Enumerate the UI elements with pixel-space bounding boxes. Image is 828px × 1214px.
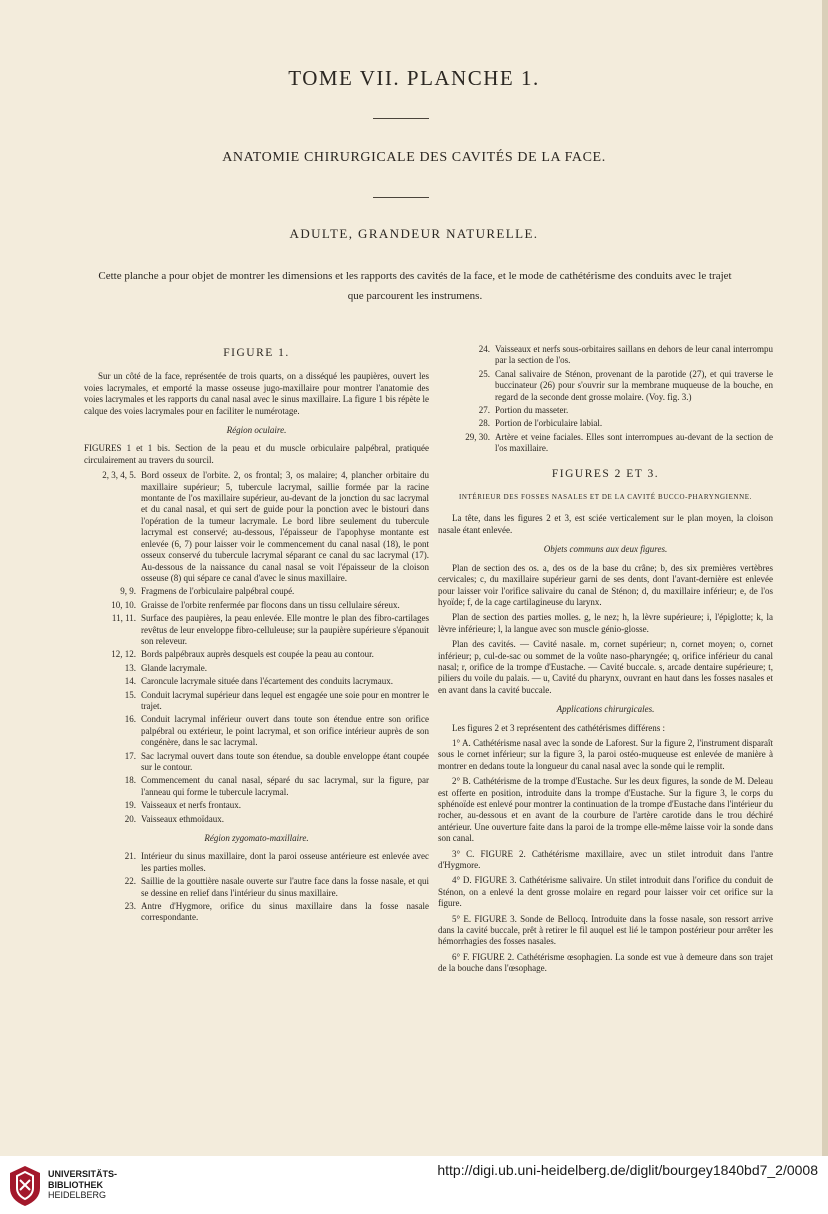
figure-1-heading: FIGURE 1. [223, 347, 290, 359]
legend-number: 11, 11. [111, 613, 136, 624]
legend-item [438, 418, 773, 429]
legend-number: 19. [124, 800, 136, 811]
legend-number: 29, 30. [465, 431, 490, 442]
source-url-link[interactable]: http://digi.ub.uni-heidelberg.de/diglit/bourgey1840bd7_2/0008 [437, 1162, 818, 1178]
library-name-line: BIBLIOTHEK [48, 1179, 103, 1190]
library-name-line: UNIVERSITÄTS- [48, 1169, 118, 1179]
legend-number: 14. [124, 676, 136, 687]
legend-number: 2, 3, 4, 5. [102, 470, 136, 481]
legend-list [84, 470, 429, 825]
legend-text: Bord osseux de l'orbite. 2, os frontal; 3, os malaire; 4, plancher orbitaire du maxillaire supérieur; 5, tubercule lacrymal, saillie formée par la racine montante de l'os maxillaire supérieur, au-devant de la jonction du sac lacrymal et du canal nasal, et qui sert de guide pour la ponction avec le bistouri dans l'opération de la tumeur lacrymale. Le bord libre seulement du tubercule lacrymal est conservé; au-dessous, l'épaisseur de l'apophyse montante est enlevée (6, 7) pour laisser voir le commencement du canal nasal (18), le pont osseux conservé du tubercule lacrymal séparant ce canal du sac lacrymal (17). Au-dessous de la naissance du canal nasal se voit l'épaisseur de la cloison osseuse (8) qui sépare ce canal d'avec le sinus maxillaire. [141, 470, 429, 583]
divider-rule [373, 118, 429, 119]
figure-1-description: Sur un côté de la face, représentée de trois quarts, on a disséqué les paupières, ouvert les voies lacrymales, et emporté la masse osseuse jugo-maxillaire pour montrer l'anatomie des voies lacrymales et les rapports du canal nasal avec le sinus maxillaire. La figure 1 bis répète le calque des voies lacrymales pour en faciliter le numérotage. [84, 371, 429, 416]
legend-item [438, 432, 773, 455]
legend-item [84, 876, 429, 899]
legend-number: 15. [124, 689, 136, 700]
legend-text: Conduit lacrymal inférieur ouvert dans toute son étendue entre son orifice palpébral ou extérieur, le point lacrymal, et son orifice intérieur auprès de son congénère, dans le sac lacrymal. [141, 714, 429, 748]
paragraph: 3° C. FIGURE 2. Cathétérisme maxillaire, avec un stilet introduit dans l'antre d'Hygmore. [438, 848, 773, 871]
legend-number: 23. [124, 901, 136, 912]
legend-number: 21. [124, 851, 136, 862]
legend-text: Surface des paupières, la peau enlevée. Elle montre le plan des fibro-cartilages revêtus de leur enveloppe fibro-celluleuse; sur la paupière supérieure s'épanouit son releveur. [141, 613, 429, 646]
legend-number: 16. [124, 714, 136, 725]
page-title: TOME VII. PLANCHE 1. [288, 66, 540, 90]
paragraph: 6° F. FIGURE 2. Cathétérisme œsophagien. La sonde est vue à demeure dans son trajet de la bouche dans l'œsophage. [438, 951, 773, 974]
intro-paragraph: Cette planche a pour objet de montrer les dimensions et les rapports des cavités de la face, et le mode de cathétérisme des conduits avec le trajet que parcourent les instrumens. [98, 270, 732, 302]
legend-item [84, 751, 429, 774]
library-name-line: HEIDELBERG [48, 1190, 107, 1200]
legend-item [84, 851, 429, 874]
legend-number: 12, 12. [111, 649, 136, 660]
legend-text: Vaisseaux et nerfs frontaux. [141, 800, 241, 811]
legend-number: 27. [478, 405, 490, 416]
legend-item [84, 600, 429, 611]
legend-text: Antre d'Hygmore, orifice du sinus maxillaire dans la fosse nasale correspondante. [141, 901, 429, 923]
legend-text: Canal salivaire de Sténon, provenant de la parotide (27), et qui traverse le buccinateur (26) pour s'ouvrir sur la membrane muqueuse de la bouche, en regard de la seconde dent grosse molaire. (Voy. fig. 3.) [495, 368, 773, 402]
paragraph: 2° B. Cathétérisme de la trompe d'Eustache. Sur les deux figures, la sonde de M. Deleau est offerte en position, introduite dans la trompe d'Eustache. Sur la figure 3, le corps du sphénoïde est enlevé pour montrer la continuation de la trompe d'Eustache dans l'intérieur du rocher, au-dessous et en avant de la courbure de l'artère carotide dans le trou déchiré antérieur. Une ouverture faite dans la paroi de la trompe elle-même laisse voir la sonde dans son canal. [438, 776, 773, 844]
legend-number: 9, 9. [120, 586, 136, 597]
legend-text: Glande lacrymale. [141, 662, 207, 673]
legend-text: Sac lacrymal ouvert dans toute son étendue, sa double enveloppe étant coupée sur le contour. [141, 750, 429, 772]
legend-item [84, 775, 429, 798]
legend-number: 22. [124, 876, 136, 887]
paragraph: 4° D. FIGURE 3. Cathétérisme salivaire. Un stilet introduit dans l'orifice du conduit de Sténon, on a enlevé la dent grosse molaire en regard pour laisser voir cet orifice sur la figure. [438, 875, 773, 909]
paragraph: 5° E. FIGURE 3. Sonde de Bellocq. Introduite dans la fosse nasale, son ressort arrive dans la cavité buccale, prêt à retirer le fil auquel est lié le tampon postérieur pour arrêter les hémorrhagies des fosses nasales. [438, 913, 773, 947]
legend-item [84, 470, 429, 584]
legend-list [438, 344, 773, 455]
figures-1-bis-text: FIGURES 1 et 1 bis. Section de la peau et du muscle orbiculaire palpébral, pratiquée circulairement au travers du sourcil. [84, 443, 429, 465]
legend-number: 20. [124, 813, 136, 824]
legend-item [438, 405, 773, 416]
legend-text: Artère et veine faciales. Elles sont interrompues au-devant de la section de l'os maxillaire. [495, 431, 773, 454]
divider-rule [373, 197, 429, 198]
legend-item [84, 676, 429, 687]
legend-number: 13. [124, 662, 136, 673]
legend-list [84, 851, 429, 923]
legend-text: Intérieur du sinus maxillaire, dont la paroi osseuse antérieure est enlevée avec les parties molles. [141, 851, 429, 873]
university-seal-icon[interactable] [8, 1164, 42, 1208]
legend-item [84, 901, 429, 924]
legend-item [438, 369, 773, 403]
legend-item [84, 663, 429, 674]
legend-text: Portion du masseter. [495, 405, 569, 416]
legend-item [84, 586, 429, 597]
legend-item [84, 714, 429, 748]
section-heading: Objets communs aux deux figures. [543, 544, 668, 555]
right-column [438, 344, 773, 979]
legend-text: Caroncule lacrymale située dans l'écartement des conduits lacrymaux. [141, 676, 394, 687]
legend-number: 25. [478, 368, 490, 379]
legend-text: Vaisseaux et nerfs sous-orbitaires saillans en dehors de leur canal interrompu par la section de l'os. [495, 344, 773, 366]
figures-2-3-subheading: INTÉRIEUR DES FOSSES NASALES ET DE LA CAVITÉ BUCCO-PHARYNGIENNE. [458, 493, 753, 502]
legend-text: Conduit lacrymal supérieur dans lequel est engagée une soie pour en montrer le trajet. [141, 689, 429, 711]
paragraph: Plan des cavités. — Cavité nasale. m, cornet supérieur; n, cornet moyen; o, cornet inférieur; p, cul-de-sac ou sommet de la voûte naso-pharyngée; q, orifice inférieur du canal nasal; r, orifice de la trompe d'Eustache. — Cavité buccale. s, arcade dentaire supérieure; t, piliers du voile du palais. — u, Cavité du pharynx, ouvrant en haut dans les fosses nasales et en avant dans la cavité buccale. [438, 639, 773, 695]
legend-text: Fragmens de l'orbiculaire palpébral coupé. [141, 586, 295, 597]
legend-text: Graisse de l'orbite renfermée par flocons dans un tissu cellulaire séreux. [141, 599, 400, 610]
paragraph: Plan de section des parties molles. g, le nez; h, la lèvre supérieure; i, l'épiglotte; k, la lèvre inférieure; l, la langue avec son muscle génio-glosse. [438, 612, 773, 634]
region-heading: Région zygomato-maxillaire. [204, 833, 309, 844]
figures-2-3-heading: FIGURES 2 ET 3. [551, 467, 660, 480]
library-name[interactable] [48, 1169, 117, 1201]
legend-item [84, 690, 429, 713]
section-heading: Applications chirurgicales. [556, 704, 655, 715]
left-column [84, 344, 429, 926]
legend-item [84, 814, 429, 825]
legend-text: Vaisseaux ethmoïdaux. [141, 813, 224, 824]
legend-number: 24. [478, 344, 490, 354]
legend-number: 18. [124, 775, 136, 786]
section-title: ANATOMIE CHIRURGICALE DES CAVITÉS DE LA FACE. [222, 150, 606, 165]
legend-item [84, 613, 429, 647]
legend-number: 28. [478, 418, 490, 429]
paragraph: La tête, dans les figures 2 et 3, est sciée verticalement sur le plan moyen, la cloison nasale étant enlevée. [438, 513, 773, 535]
subtitle: ADULTE, GRANDEUR NATURELLE. [289, 226, 539, 241]
legend-text: Bords palpébraux auprès desquels est coupée la peau au contour. [141, 649, 374, 660]
legend-item [84, 800, 429, 811]
legend-text: Saillie de la gouttière nasale ouverte sur l'autre face dans la fosse nasale, et qui se dessine en relief dans l'intérieur du sinus maxillaire. [141, 876, 429, 898]
legend-text: Commencement du canal nasal, séparé du sac lacrymal, sur la figure, par l'anneau qui forme le tubercule lacrymal. [141, 775, 429, 797]
legend-number: 17. [124, 750, 136, 761]
legend-item [438, 344, 773, 367]
legend-item [84, 649, 429, 660]
paragraph: Les figures 2 et 3 représentent des cathétérismes différens : [452, 722, 666, 733]
legend-text: Portion de l'orbiculaire labial. [495, 418, 603, 429]
paragraph: 1° A. Cathétérisme nasal avec la sonde de Laforest. Sur la figure 2, l'instrument disparaît sous le cornet inférieur; sur la figure 3, la paroi ostéo-muqueuse est enlevée de manière à montrer en dedans toute la longueur du canal nasal avec la sonde qui le remplit. [438, 737, 773, 771]
paragraph: Plan de section des os. a, des os de la base du crâne; b, des six premières vertèbres cervicales; c, du maxillaire supérieur garni de ses dents, dont l'avant-dernière est enlevée pour laisser voir l'orifice salivaire du canal de Sténon; d, du maxillaire inférieur; e, de l'os hyoïde; f, de la cage cartilagineuse du larynx. [438, 562, 773, 607]
legend-number: 10, 10. [111, 599, 136, 610]
region-heading: Région oculaire. [226, 425, 287, 436]
